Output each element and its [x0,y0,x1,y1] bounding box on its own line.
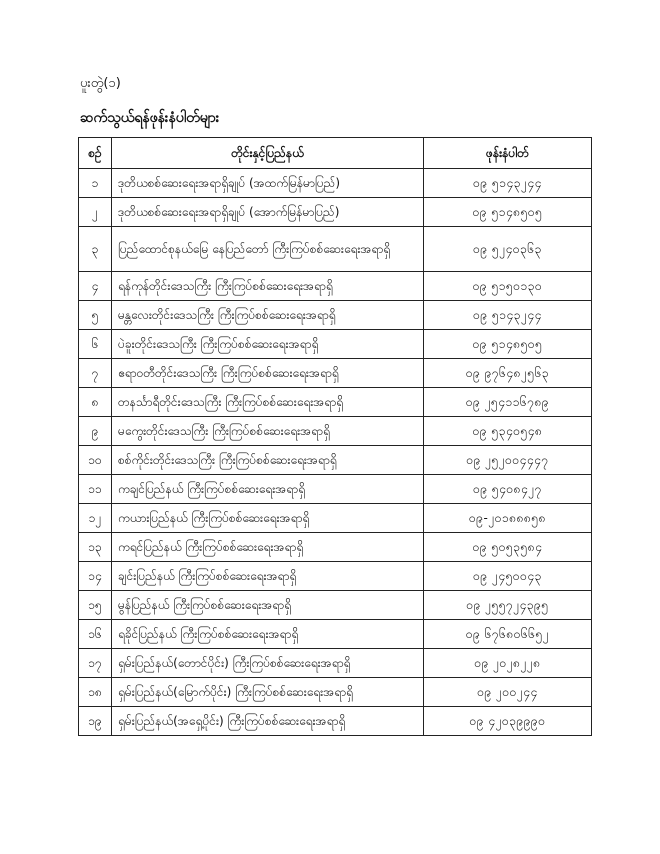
serial-number-cell: ၆ [79,330,112,359]
serial-number-cell: ၁၁ [79,475,112,504]
phone-number-cell: ၀၉ ၅၁၄၃၂၄၄ [424,169,592,198]
region-name-cell: မန္တလေးတိုင်းဒေသကြီး ကြီးကြပ်စစ်ဆေးရေးအရာရှိ [112,301,424,330]
serial-number-cell: ၁၅ [79,591,112,620]
serial-number-cell: ၉ [79,417,112,446]
region-name-cell: ဒုတိယစစ်ဆေးရေးအရာရှိချုပ် (အထက်မြန်မာပြည်) [112,169,424,198]
table-body [79,169,592,736]
table-row [79,591,592,620]
serial-number-cell: ၇ [79,359,112,388]
phone-number-cell: ၀၉ ၅၁၄၈၅၀၅ [424,198,592,227]
serial-number-cell: ၃ [79,227,112,272]
serial-number-cell: ၁၆ [79,620,112,649]
serial-number-cell: ၁၇ [79,649,112,678]
phone-number-cell: ၀၉ ၅၀၅၃၅၈၄ [424,533,592,562]
phone-number-cell: ၀၉ ၅၂၄၀၃၆၃ [424,227,592,272]
table-row [79,169,592,198]
serial-number-cell: ၂ [79,198,112,227]
serial-number-cell: ၁၉ [79,707,112,736]
region-name-cell: ရခိုင်ပြည်နယ် ကြီးကြပ်စစ်ဆေးရေးအရာရှိ [112,620,424,649]
region-name-cell: ပြည်ထောင်စုနယ်မြေ နေပြည်တော် ကြီးကြပ်စစ်ဆေးရေးအရာရှိ [112,227,424,272]
phone-number-cell: ၀၉ ၅၁၄၃၂၄၄ [424,301,592,330]
phone-number-cell: ၀၉ ၂၀၀၂၄၄ [424,678,592,707]
serial-number-cell: ၁၀ [79,446,112,475]
region-name-cell: ရှမ်းပြည်နယ်(အရှေ့ပိုင်း) ကြီးကြပ်စစ်ဆေးရေးအရာရှိ [112,707,424,736]
table-row [79,330,592,359]
annex-label: ပူးတွဲ(၁) [80,76,121,91]
phone-number-cell: ၀၉ ၂၅၂၀၀၄၄၄၇ [424,446,592,475]
table-row [79,417,592,446]
table-row [79,620,592,649]
region-name-cell: ရှမ်းပြည်နယ်(တောင်ပိုင်း) ကြီးကြပ်စစ်ဆေးရေးအရာရှိ [112,649,424,678]
table-row [79,707,592,736]
serial-number-cell: ၅ [79,301,112,330]
phone-number-cell: ၀၉ ၅၄၀၈၄၂၇ [424,475,592,504]
phone-number-cell: ၀၉ ၉၇၆၄၈၂၅၆၃ [424,359,592,388]
phone-number-cell: ၀၉ ၅၁၄၈၅၀၅ [424,330,592,359]
region-name-cell: ဒုတိယစစ်ဆေးရေးအရာရှိချုပ် (အောက်မြန်မာပြည်) [112,198,424,227]
region-name-cell: ဧရာဝတီတိုင်းဒေသကြီး ကြီးကြပ်စစ်ဆေးရေးအရာရှိ [112,359,424,388]
phone-number-cell: ၀၉ ၄၂၀၃၉၉၉၀ [424,707,592,736]
header-phone-number: ဖုန်းနံပါတ် [424,138,592,169]
table-row [79,388,592,417]
contact-phone-table [78,137,592,736]
table-row [79,301,592,330]
phone-number-cell: ၀၉ ၅၃၄၀၅၄၈ [424,417,592,446]
region-name-cell: ကယားပြည်နယ် ကြီးကြပ်စစ်ဆေးရေးအရာရှိ [112,504,424,533]
serial-number-cell: ၁၂ [79,504,112,533]
phone-number-cell: ၀၉ ၂၅၅၇၂၄၃၉၅ [424,591,592,620]
serial-number-cell: ၁၃ [79,533,112,562]
table-row [79,227,592,272]
region-name-cell: မွန်ပြည်နယ် ကြီးကြပ်စစ်ဆေးရေးအရာရှိ [112,591,424,620]
region-name-cell: ပဲခူးတိုင်းဒေသကြီး ကြီးကြပ်စစ်ဆေးရေးအရာရှိ [112,330,424,359]
document-heading: ဆက်သွယ်ရန်ဖုန်းနံပါတ်များ [80,110,220,126]
phone-number-cell: ၀၉ ၅၁၅၀၁၃၀ [424,272,592,301]
table-row [79,678,592,707]
table-row [79,504,592,533]
region-name-cell: ရှမ်းပြည်နယ်(မြောက်ပိုင်း) ကြီးကြပ်စစ်ဆေးရေးအရာရှိ [112,678,424,707]
phone-number-cell: ၀၉ ၆၇၆၈၀၆၆၅၂ [424,620,592,649]
table-row [79,533,592,562]
header-region-state: တိုင်းနှင့်ပြည်နယ် [112,138,424,169]
phone-number-cell: ၀၉ ၂၄၅၀၀၄၃ [424,562,592,591]
region-name-cell: ကချင်ပြည်နယ် ကြီးကြပ်စစ်ဆေးရေးအရာရှိ [112,475,424,504]
region-name-cell: ကရင်ပြည်နယ် ကြီးကြပ်စစ်ဆေးရေးအရာရှိ [112,533,424,562]
region-name-cell: ချင်းပြည်နယ် ကြီးကြပ်စစ်ဆေးရေးအရာရှိ [112,562,424,591]
serial-number-cell: ၈ [79,388,112,417]
serial-number-cell: ၁ [79,169,112,198]
phone-number-cell: ၀၉ ၂၅၄၁၁၆၇၈၉ [424,388,592,417]
table-row [79,446,592,475]
phone-number-cell: ၀၉ ၂၀၂၈၂၂၈ [424,649,592,678]
table-row [79,359,592,388]
table-row [79,198,592,227]
table-row [79,475,592,504]
region-name-cell: တနင်္သာရီတိုင်းဒေသကြီး ကြီးကြပ်စစ်ဆေးရေးအရာရှိ [112,388,424,417]
phone-number-cell: ၀၉-၂၀၁၈၈၈၅၈ [424,504,592,533]
header-serial-number: စဉ် [79,138,112,169]
table-row [79,562,592,591]
serial-number-cell: ၄ [79,272,112,301]
table-row [79,649,592,678]
serial-number-cell: ၁၈ [79,678,112,707]
region-name-cell: ရန်ကုန်တိုင်းဒေသကြီး ကြီးကြပ်စစ်ဆေးရေးအရာရှိ [112,272,424,301]
table-header-row [79,138,592,169]
serial-number-cell: ၁၄ [79,562,112,591]
table-row [79,272,592,301]
region-name-cell: စစ်ကိုင်းတိုင်းဒေသကြီး ကြီးကြပ်စစ်ဆေးရေးအရာရှိ [112,446,424,475]
region-name-cell: မကွေးတိုင်းဒေသကြီး ကြီးကြပ်စစ်ဆေးရေးအရာရှိ [112,417,424,446]
